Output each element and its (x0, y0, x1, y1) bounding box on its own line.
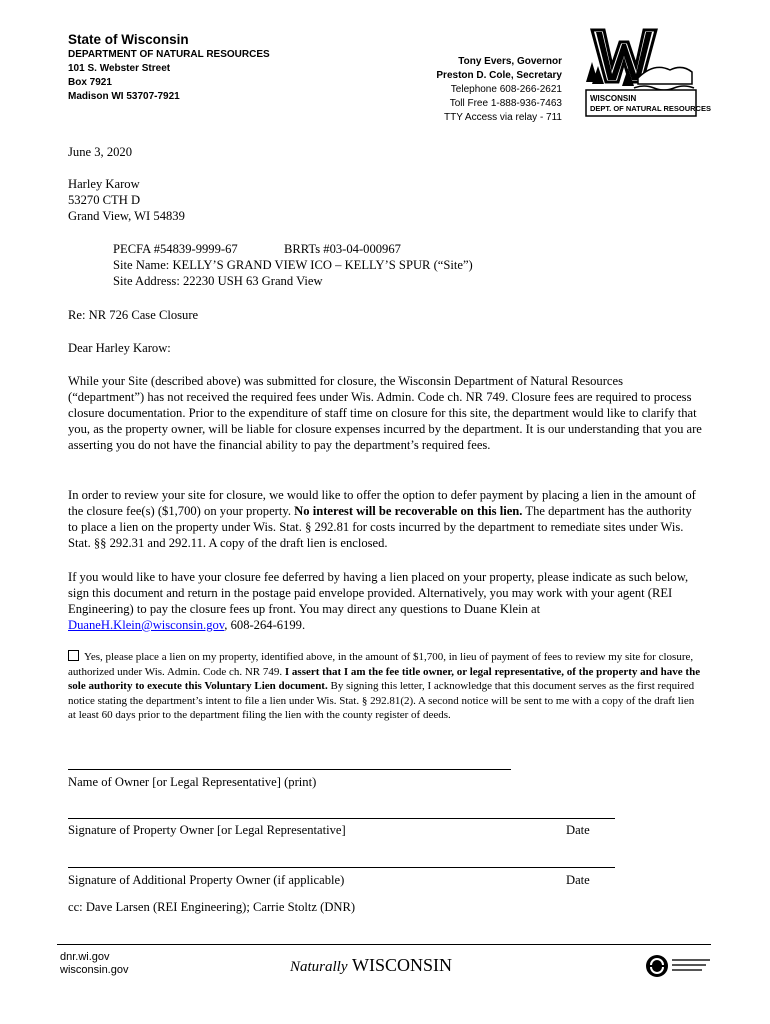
consent-checkbox[interactable] (68, 650, 79, 661)
dept-street: 101 S. Webster Street (68, 63, 171, 74)
recipient-street: 53270 CTH D (68, 193, 141, 207)
naturally-text: Naturally (290, 959, 348, 975)
para3-text-a: If you would like to have your closure fee deferred by having a lien placed on your property, please indicate as such below, sign this document and return in the postage paid envelope provided. Alternatively, you may work with your agent (REI Engineering) to pay the closure fees up front. You may direct any questions to Duane Klein at (68, 570, 689, 616)
para2-bold: No interest will be recoverable on this lien. (294, 504, 523, 518)
owner-date-label: Date (566, 823, 590, 837)
lien-consent-paragraph (68, 650, 702, 723)
paragraph-2 (68, 487, 702, 551)
logo-text-wisconsin: WISCONSIN (590, 94, 637, 103)
recipient-block (68, 176, 185, 224)
recycle-icon (644, 953, 714, 979)
consent-text-c: By signing this letter, I acknowledge that this document serves as the first required notice stating the department’s intent to file a lien under Wis. Stat. § 292.81(2). A second notice will be sent to me with a copy of the draft lien at least 60 days prior to the department filing the lien with the county register of deeds. (68, 680, 695, 721)
additional-owner-signature-line[interactable] (68, 867, 615, 868)
agency-address-block (68, 32, 270, 104)
footer-site-dnr[interactable]: dnr.wi.gov (60, 951, 110, 963)
dept-box: Box 7921 (68, 77, 112, 88)
dept-city: Madison WI 53707-7921 (68, 91, 180, 102)
site-info-block (113, 241, 473, 289)
wisconsin-text: WISCONSIN (352, 955, 453, 975)
additional-owner-date-label: Date (566, 873, 590, 887)
footer-site-wisconsin[interactable]: wisconsin.gov (60, 964, 129, 976)
salutation: Dear Harley Karow: (68, 341, 171, 355)
naturally-wisconsin-logo (290, 955, 452, 976)
para3-text-b: , 608-264-6199. (224, 618, 306, 632)
site-name: Site Name: KELLY’S GRAND VIEW ICO – KELLY’S SPUR (“Site”) (113, 258, 473, 272)
recipient-city: Grand View, WI 54839 (68, 209, 185, 223)
owner-name-label: Name of Owner [or Legal Representative] (print) (68, 775, 317, 789)
brrts-number: BRRTs #03-04-000967 (283, 242, 401, 256)
pecfa-number: PECFA #54839-9999-67 (113, 242, 238, 256)
telephone: Telephone 608-266-2621 (450, 84, 562, 95)
site-ids (113, 241, 473, 257)
footer-websites (60, 951, 128, 977)
dnr-logo (574, 22, 711, 122)
logo-text-dept: DEPT. OF NATURAL RESOURCES (590, 104, 711, 113)
governor-name: Tony Evers, Governor (458, 56, 562, 67)
recipient-name: Harley Karow (68, 177, 140, 191)
owner-signature-label: Signature of Property Owner [or Legal Representative] (68, 823, 346, 837)
owner-name-line[interactable] (68, 769, 511, 770)
additional-owner-signature-label: Signature of Additional Property Owner (if applicable) (68, 873, 345, 887)
site-address: Site Address: 22230 USH 63 Grand View (113, 274, 323, 288)
cc-line: cc: Dave Larsen (REI Engineering); Carrie Stoltz (DNR) (68, 900, 356, 914)
para2-text-c: The department has the authority to place a lien on the property under Wis. Stat. § 292.81 for costs incurred by the department to remediate sites under Wis. Stat. §§ 292.31 and 292.11. A copy of the draft lien is enclosed. (68, 504, 692, 550)
consent-text-a: Yes, please place a lien on my property, identified above, in the amount of $1,700, in lieu of payment of fees to review my site for closure, authorized under Wis. Admin. Code ch. NR 749. (68, 651, 694, 678)
re-line: Re: NR 726 Case Closure (68, 308, 199, 322)
official-contact-block (436, 55, 562, 125)
tty-access: TTY Access via relay - 711 (443, 112, 562, 123)
paragraph-1: While your Site (described above) was submitted for closure, the Wisconsin Department of Natural Resources (“department”) has not received the required fees under Wis. Admin. Code ch. NR 749. Closure fees are required to process closure documentation. Prior to the expenditure of staff time on closure for this site, the department would like to clarify that you, as the property owner, will be liable for closure expenses incurred by the department. It is our understanding that you are asserting you do not have the financial ability to pay the department’s required fees. (68, 374, 702, 452)
state-name: State of Wisconsin (68, 32, 189, 47)
toll-free: Toll Free 1-888-936-7463 (449, 98, 562, 109)
consent-bold: I assert that I am the fee title owner, or legal representative, of the property and have the sole authority to execute this Voluntary Lien document. (68, 665, 701, 692)
secretary-name: Preston D. Cole, Secretary (436, 70, 562, 81)
recycled-paper-logo (644, 953, 714, 984)
contact-email-link[interactable]: DuaneH.Klein@wisconsin.gov (68, 618, 225, 632)
letter-date: June 3, 2020 (68, 145, 133, 159)
footer-divider (57, 944, 711, 945)
para2-text-a: In order to review your site for closure, we would like to offer the option to defer payment by placing a lien in the amount of the closure fee(s) ($1,700) on your property. (68, 488, 696, 518)
dept-line: DEPARTMENT OF NATURAL RESOURCES (68, 49, 270, 60)
owner-signature-line[interactable] (68, 818, 615, 819)
paragraph-3 (68, 569, 702, 633)
